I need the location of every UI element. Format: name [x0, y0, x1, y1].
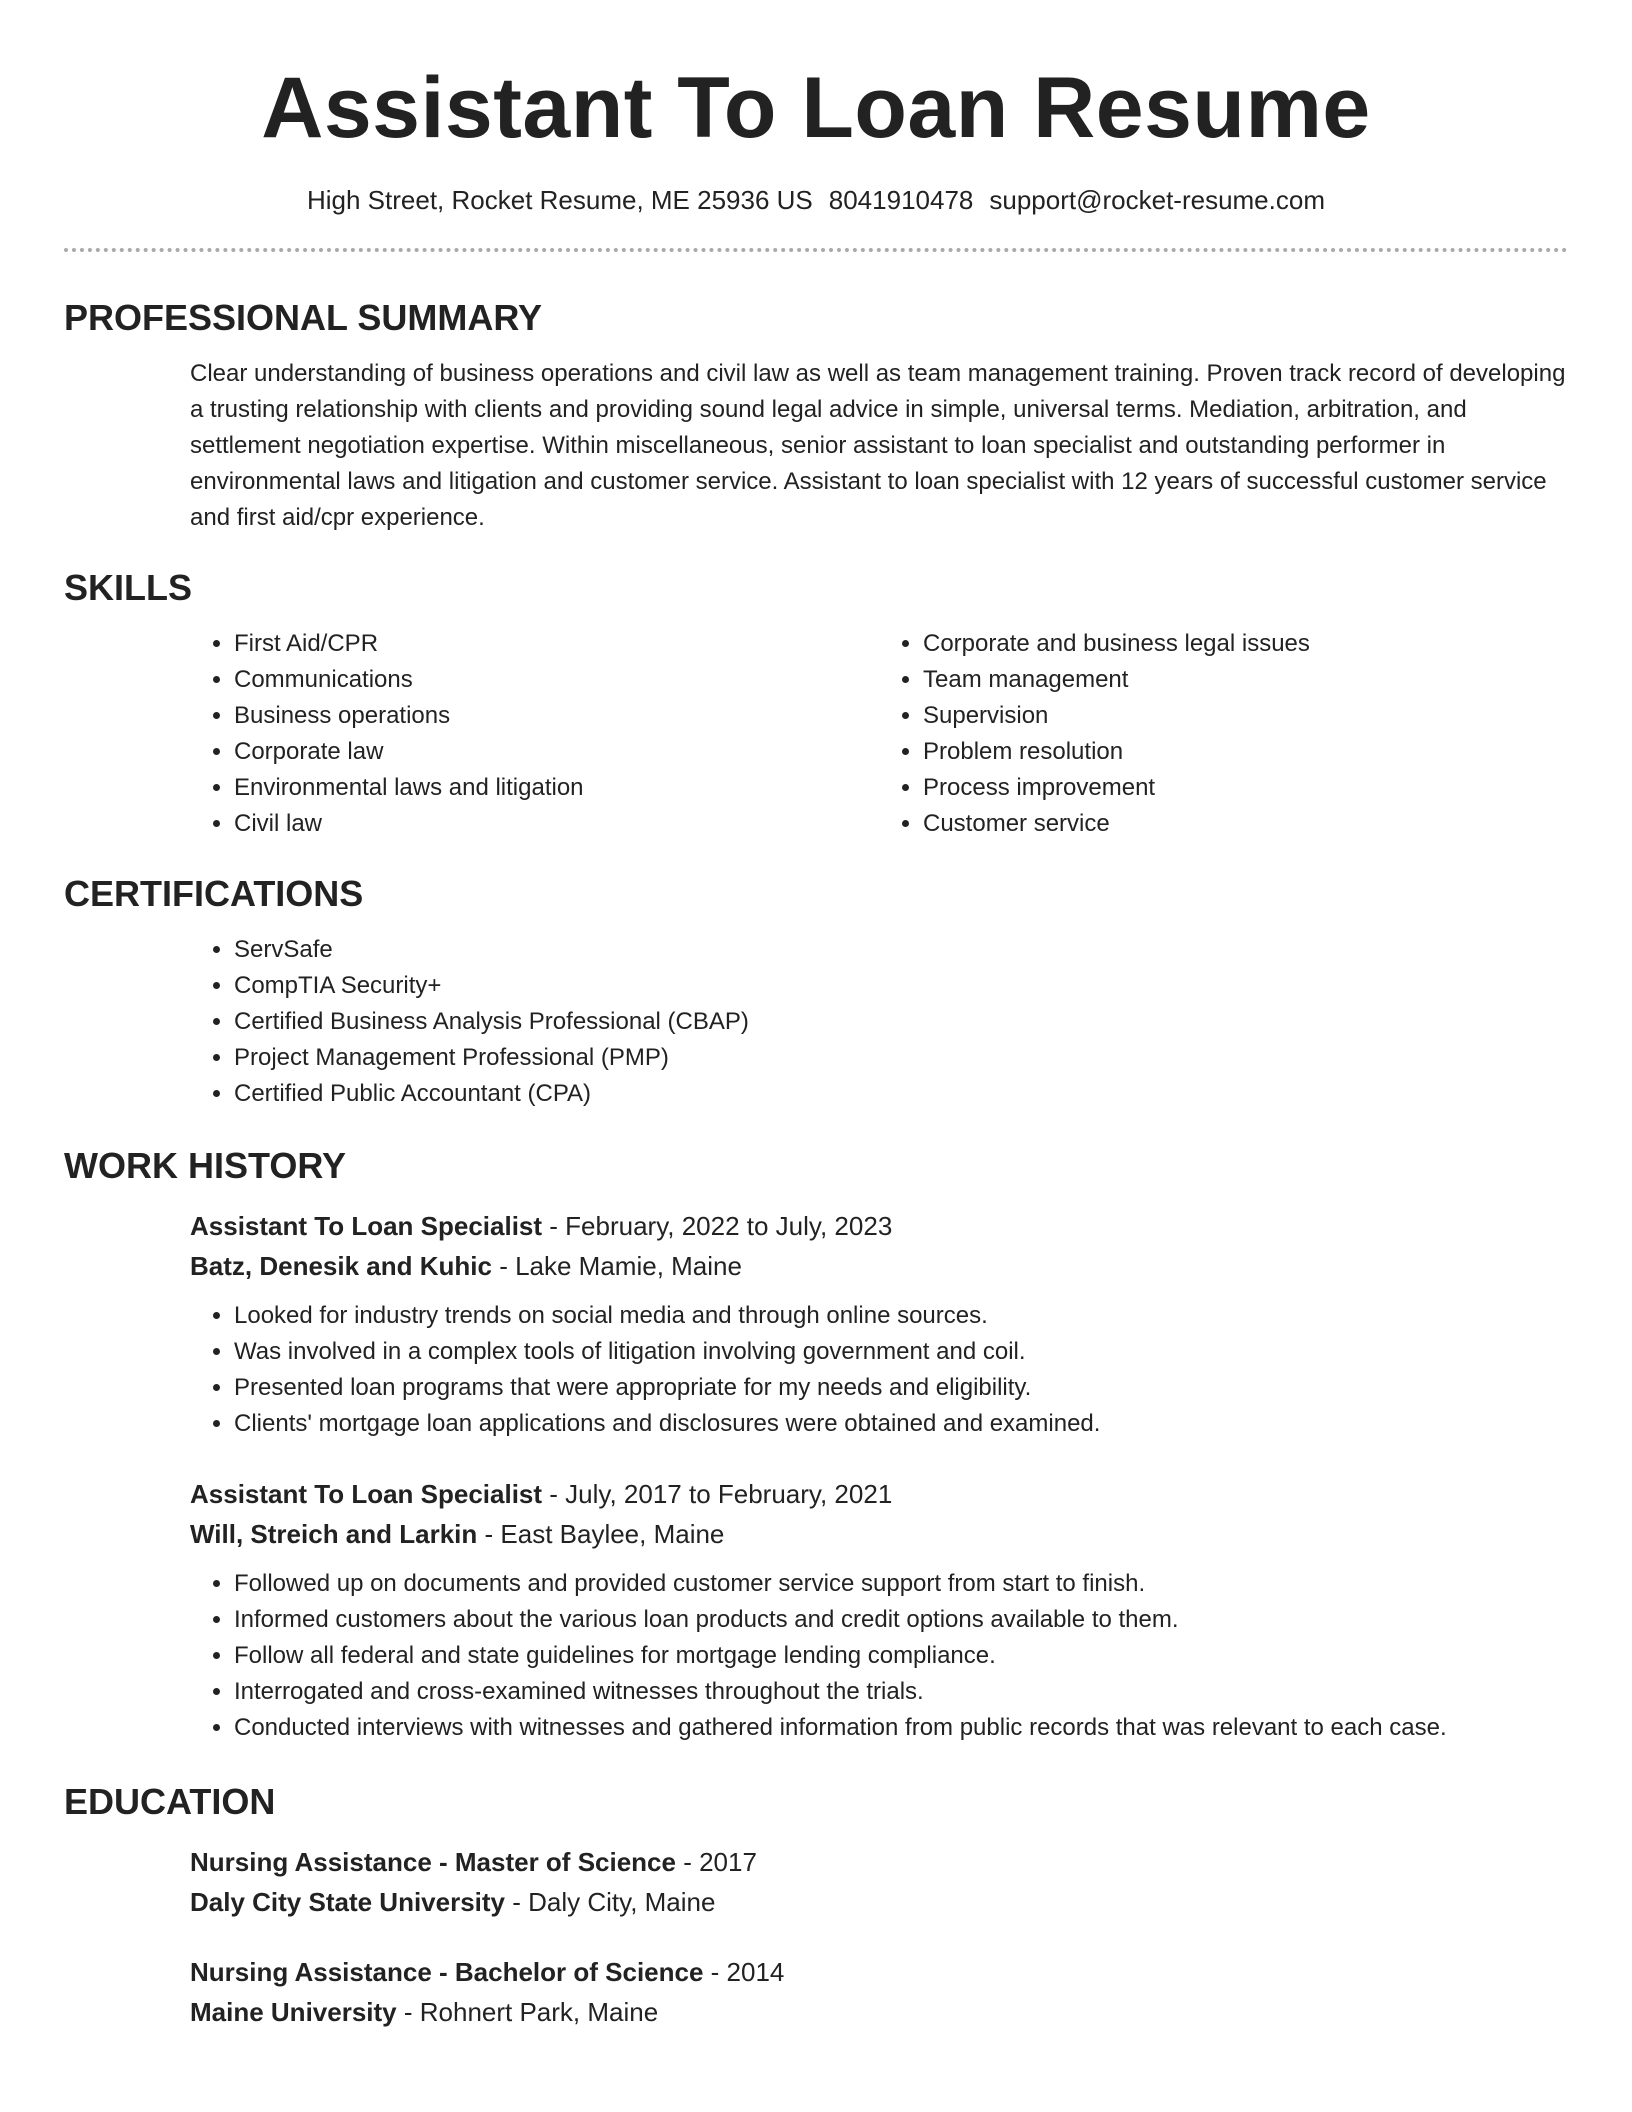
skill-item: • Team management: [923, 662, 1568, 698]
degree-line: [190, 1842, 1568, 1882]
skill-item: • Process improvement: [923, 770, 1568, 806]
job-bullet: • Followed up on documents and provided customer service support from start to finish.: [234, 1566, 1568, 1602]
school-location: - Rohnert Park, Maine: [396, 1997, 659, 2027]
certifications-items: [190, 932, 1568, 1112]
job-bullets: [190, 1566, 1568, 1746]
school-line: [190, 1882, 1568, 1922]
job-company-line: [190, 1514, 1568, 1554]
contact-email: support@rocket-resume.com: [989, 185, 1325, 215]
job-bullet: • Informed customers about the various loan products and credit options available to them.: [234, 1602, 1568, 1638]
job-title: Assistant To Loan Specialist: [190, 1479, 543, 1509]
school-line: [190, 1992, 1568, 2032]
summary-heading: PROFESSIONAL SUMMARY: [64, 297, 543, 338]
certifications-heading: CERTIFICATIONS: [64, 873, 364, 914]
resume-title: Assistant To Loan Resume: [261, 60, 1371, 156]
school-location: - Daly City, Maine: [505, 1887, 716, 1917]
school: Daly City State University: [190, 1887, 506, 1917]
skill-item: • Supervision: [923, 698, 1568, 734]
job-entry: [190, 1206, 1568, 1442]
certification-item: • Project Management Professional (PMP): [234, 1040, 1568, 1076]
degree-year: - 2014: [703, 1957, 785, 1987]
certification-item: • Certified Business Analysis Professional (CBAP): [234, 1004, 1568, 1040]
skill-item: • Civil law: [234, 806, 879, 842]
degree-line: [190, 1952, 1568, 1992]
skills-list-left: [190, 626, 879, 842]
job-entry: [190, 1474, 1568, 1746]
skill-item: • Communications: [234, 662, 879, 698]
job-bullet: • Clients' mortgage loan applications and disclosures were obtained and examined.: [234, 1406, 1568, 1442]
skills-list-right: [879, 626, 1568, 842]
job-bullet: • Follow all federal and state guidelines for mortgage lending compliance.: [234, 1638, 1568, 1674]
contact-phone: 8041910478: [828, 185, 974, 215]
education: [190, 1842, 1568, 2032]
school: Maine University: [190, 1997, 397, 2027]
resume-page: [64, 0, 1568, 2032]
job-title: Assistant To Loan Specialist: [190, 1211, 543, 1241]
skill-item: • Problem resolution: [923, 734, 1568, 770]
job-bullet: • Looked for industry trends on social media and through online sources.: [234, 1298, 1568, 1334]
degree: Nursing Assistance - Master of Science: [190, 1847, 676, 1877]
education-heading: EDUCATION: [64, 1781, 276, 1822]
skill-item: • Corporate law: [234, 734, 879, 770]
education-entry: [190, 1842, 1568, 1922]
job-bullet: • Was involved in a complex tools of litigation involving government and coil.: [234, 1334, 1568, 1370]
job-location: - Lake Mamie, Maine: [491, 1251, 742, 1281]
job-dates: - February, 2022 to July, 2023: [542, 1211, 893, 1241]
job-bullet: • Presented loan programs that were appropriate for my needs and eligibility.: [234, 1370, 1568, 1406]
education-entry: [190, 1952, 1568, 2032]
skill-item: • First Aid/CPR: [234, 626, 879, 662]
skill-item: • Environmental laws and litigation: [234, 770, 879, 806]
header-divider: [64, 248, 1568, 252]
job-bullets: [190, 1298, 1568, 1442]
certification-item: • Certified Public Accountant (CPA): [234, 1076, 1568, 1112]
job-dates: - July, 2017 to February, 2021: [542, 1479, 893, 1509]
skills-grid: [190, 626, 1568, 842]
skill-item: • Corporate and business legal issues: [923, 626, 1568, 662]
contact-line: [64, 182, 1568, 218]
degree-year: - 2017: [675, 1847, 757, 1877]
summary-text: Clear understanding of business operations and civil law as well as team management training. Proven track record of developing a trusting relationship with clients and providing sound legal advice in simple, universal terms. Mediation, arbitration, and settlement negotiation expertise. Within miscellaneous, senior assistant to loan specialist and outstanding performer in environmental laws and litigation and customer service. Assistant to loan specialist with 12 years of successful customer service and first aid/cpr experience.: [190, 360, 1566, 531]
job-company: Batz, Denesik and Kuhic: [190, 1251, 492, 1281]
job-bullet: • Conducted interviews with witnesses and gathered information from public records that was relevant to each case.: [234, 1710, 1568, 1746]
skill-item: • Customer service: [923, 806, 1568, 842]
work-history-heading: WORK HISTORY: [64, 1145, 347, 1186]
job-location: - East Baylee, Maine: [477, 1519, 725, 1549]
work-history: [190, 1206, 1568, 1746]
job-title-line: [190, 1474, 1568, 1514]
skills-heading: SKILLS: [64, 567, 193, 608]
job-company: Will, Streich and Larkin: [190, 1519, 478, 1549]
job-title-line: [190, 1206, 1568, 1246]
certification-item: • CompTIA Security+: [234, 968, 1568, 1004]
skill-item: • Business operations: [234, 698, 879, 734]
job-company-line: [190, 1246, 1568, 1286]
contact-address: High Street, Rocket Resume, ME 25936 US: [306, 185, 813, 215]
degree: Nursing Assistance - Bachelor of Science: [190, 1957, 704, 1987]
certifications-list: [190, 932, 1568, 1112]
job-bullet: • Interrogated and cross-examined witnesses throughout the trials.: [234, 1674, 1568, 1710]
certification-item: • ServSafe: [234, 932, 1568, 968]
